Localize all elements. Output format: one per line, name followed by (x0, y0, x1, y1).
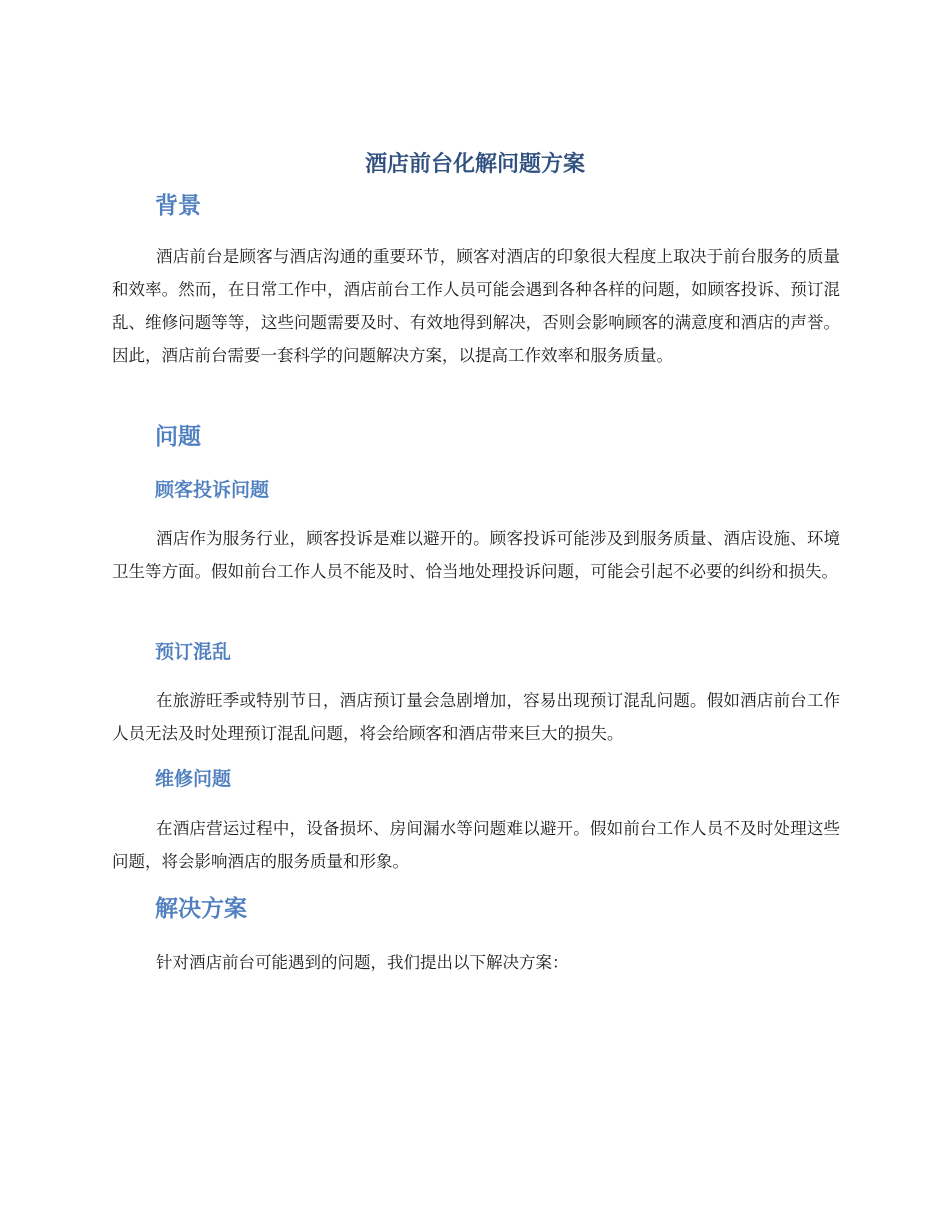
subsection-heading-maintenance: 维修问题 (155, 768, 232, 790)
paragraph-background: 酒店前台是顾客与酒店沟通的重要环节，顾客对酒店的印象很大程度上取决于前台服务的质量和效率。然而，在日常工作中，酒店前台工作人员可能会遇到各种各样的问题，如顾客投诉、预订混乱、维修问题等等，这些问题需要及时、有效地得到解决，否则会影响顾客的满意度和酒店的声誉。因此，酒店前台需要一套科学的问题解决方案，以提高工作效率和服务质量。 (112, 247, 840, 365)
paragraph-complaints: 酒店作为服务行业，顾客投诉是难以避开的。顾客投诉可能涉及到服务质量、酒店设施、环境卫生等方面。假如前台工作人员不能及时、恰当地处理投诉问题，可能会引起不必要的纠纷和损失。 (112, 529, 840, 581)
section-heading-problems: 问题 (155, 424, 201, 450)
paragraph-booking: 在旅游旺季或特别节日，酒店预订量会急剧增加，容易出现预订混乱问题。假如酒店前台工作人员无法及时处理预订混乱问题，将会给顾客和酒店带来巨大的损失。 (112, 691, 840, 743)
subsection-heading-booking: 预订混乱 (155, 641, 232, 663)
paragraph-maintenance: 在酒店营运过程中，设备损坏、房间漏水等问题难以避开。假如前台工作人员不及时处理这些问题，将会影响酒店的服务质量和形象。 (112, 819, 840, 871)
document-title: 酒店前台化解问题方案 (364, 152, 585, 177)
section-heading-background: 背景 (155, 193, 201, 219)
paragraph-solutions: 针对酒店前台可能遇到的问题，我们提出以下解决方案： (156, 953, 569, 972)
section-heading-solutions: 解决方案 (155, 896, 247, 922)
subsection-heading-complaints: 顾客投诉问题 (155, 479, 270, 501)
